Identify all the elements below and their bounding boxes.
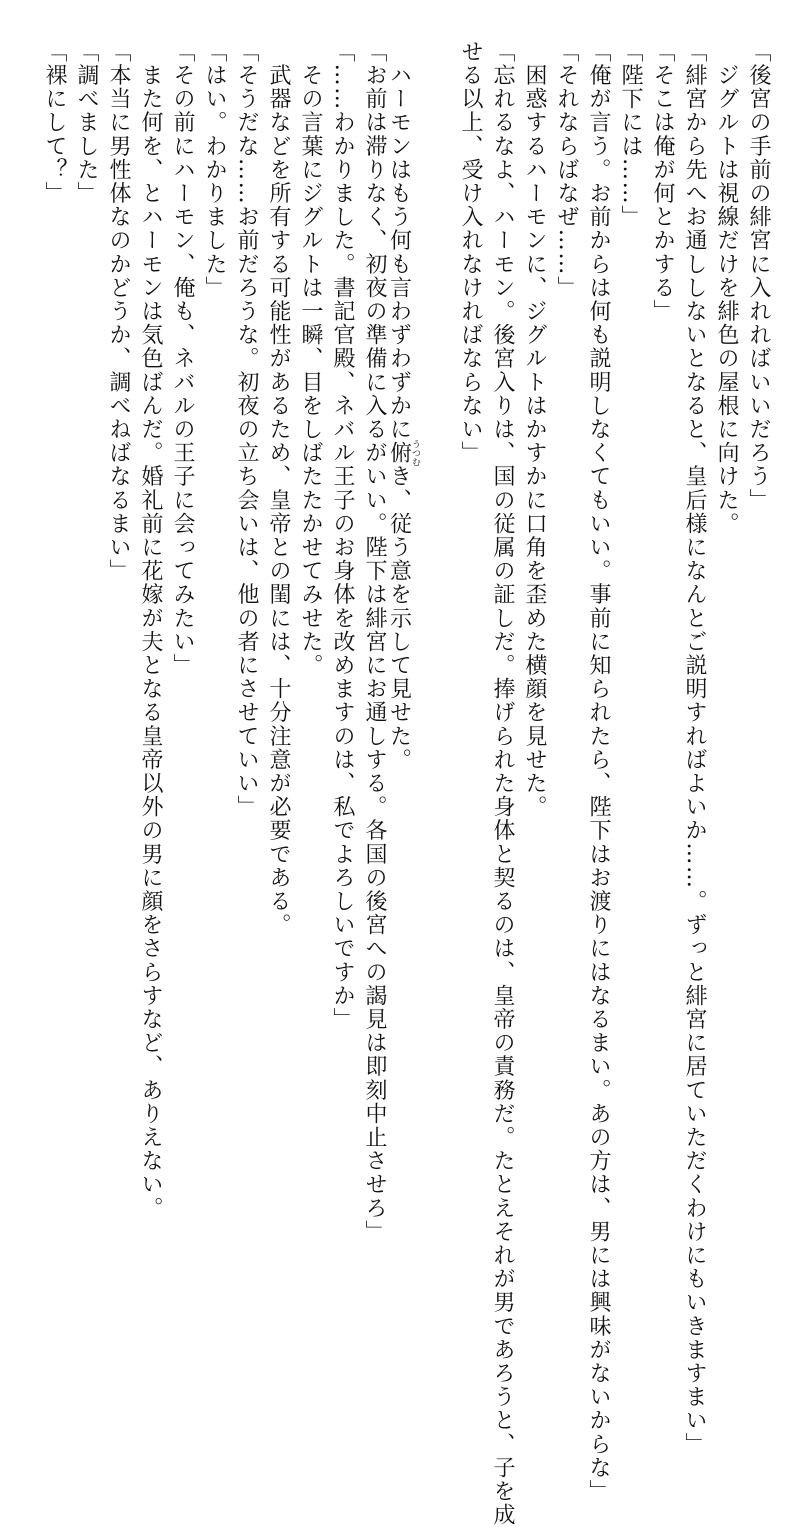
text-line: 「忘れるなよ、ハーモン。後宮入りは、国の従属の証しだ。捧げられた身体と契るのは、皇帝の責務だ。たとえそれが男であろうと、子を成: [490, 40, 515, 1527]
text-line: 「裸にして？」: [42, 40, 67, 206]
text-line: 「緋宮から先へお通ししないとなると、皇后様になんとご説明すればよいか……。ずっと緋宮に居ていただくわけにもいきますまい」: [682, 40, 707, 1456]
text-line-with-ruby: [386, 40, 420, 772]
text-line: 「そうだな……お前だろうな。初夜の立ち会いは、他の者にさせていい」: [234, 40, 259, 819]
text-line: 「俺が言う。お前からは何も説明しなくてもいい。事前に知られたら、陛下はお渡りにはなるまい。あの方は、男には興味がないからな」: [586, 40, 611, 1504]
text-line: 「調べました」: [74, 40, 99, 206]
ruby-word: [386, 439, 420, 467]
text-line: 「……わかりました。書記官殿、ネバル王子のお身体を改めますのは、私でよろしいですか」: [330, 40, 355, 1032]
text-line: 「お前は滞りなく、初夜の準備に入るがいい。陛下は緋宮にお通しする。各国の後宮への謁見は即刻中止させろ」: [362, 40, 387, 1244]
text-line: 「後宮の手前の緋宮に入れればいいだろう」: [746, 40, 771, 512]
text-line: また何を、とハーモンは気色ばんだ。婚礼前に花嫁が夫となる皇帝以外の男に顔をさらすなど、ありえない。: [138, 40, 163, 1220]
text-line: 「陛下には……」: [618, 40, 643, 229]
text-line: 「それならばなぜ……」: [554, 40, 579, 300]
ruby-line-after: き、従う意を示して見せた。: [386, 464, 412, 772]
text-line: せる以上、受け入れなければならない」: [458, 40, 483, 465]
ruby-line-before: ハーモンはもう何も言わずわずかに: [386, 40, 412, 442]
text-line: 「その前にハーモン、俺も、ネバルの王子に会ってみたい」: [170, 40, 195, 678]
text-line: 「本当に男性体なのかどうか、調べねばなるまい」: [106, 40, 131, 583]
text-line: 武器などを所有する可能性があるため、皇帝との閨には、十分注意が必要である。: [266, 40, 291, 937]
ruby-base: 俯: [386, 439, 412, 467]
text-line: 「そこは俺が何とかする」: [650, 40, 675, 324]
text-line: 「はい。わかりました」: [202, 40, 227, 300]
text-line: ジグルトは視線だけを緋色の屋根に向けた。: [714, 40, 739, 536]
text-line: その言葉にジグルトは一瞬、目をしばたたかせてみせた。: [298, 40, 323, 678]
ruby-reading: うつむ: [410, 439, 420, 467]
text-line: 困惑するハーモンに、ジグルトはかすかに口角を歪めた横顔を見せた。: [522, 40, 547, 819]
